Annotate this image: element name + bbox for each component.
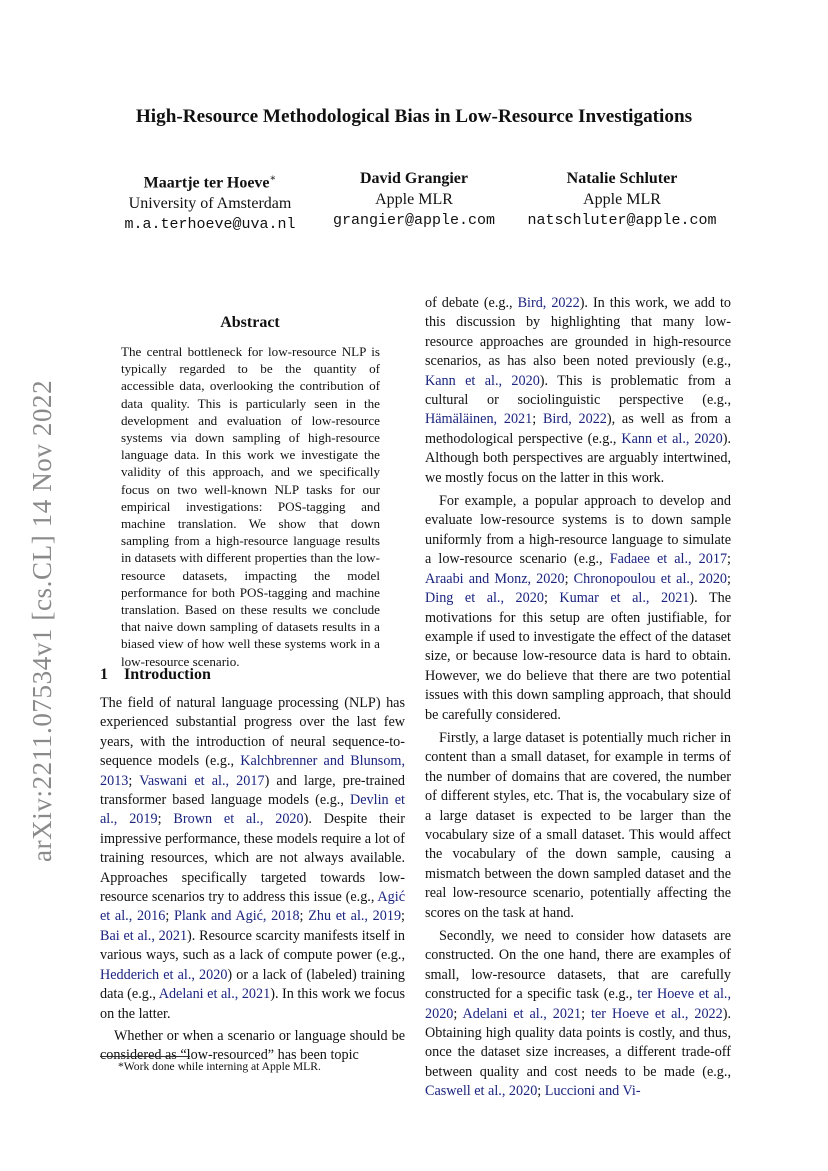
body-text: ) and large, pre-trained transformer based language models (e.g., (100, 772, 406, 809)
citation-link[interactable]: Hedderich et al., 2020 (100, 966, 228, 983)
paper-title: High-Resource Methodological Bias in Low-Resource Investigations (135, 106, 693, 127)
section-number: 1 (100, 666, 108, 683)
body-text: ). The motivations for this setup are often justifiable, for example if used to investigate the effect of the dataset size, or because low-resource data is hard to obtain. However, we do believe that there are two potential issues with this down sampling approach, that should be carefully considered. (425, 590, 731, 723)
body-text: ). In this work we focus on the latter. (100, 986, 405, 1022)
paragraph (425, 927, 731, 1102)
body-text: ; (564, 570, 574, 587)
body-text: Whether or when a scenario or language should be considered as “low-resourced” has been topic (100, 1027, 405, 1064)
body-text: ; (299, 908, 309, 925)
body-text: ; (543, 590, 560, 607)
section-heading (100, 666, 211, 684)
body-text: ). This is problematic from a cultural or sociolinguistic perspective (e.g., (425, 372, 731, 409)
citation-link[interactable]: Araabi and Monz, 2020 (425, 570, 565, 587)
body-text: ; (157, 811, 174, 828)
body-text: of debate (e.g., (425, 295, 518, 311)
footnote: *Work done while interning at Apple MLR. (118, 1060, 321, 1073)
body-text: ; (453, 1005, 463, 1022)
author-block (314, 168, 514, 231)
citation-link[interactable]: Ding et al., 2020 (425, 590, 544, 607)
author-name: Natalie Schluter (566, 170, 678, 187)
body-text: ; (581, 1005, 592, 1022)
body-text: ). In this work, we add to this discussion by highlighting that many low-resource approaches are grounded in high-resource scenarios, as has also been noted previously (e.g., (425, 295, 731, 370)
citation-link[interactable]: Brown et al., 2020 (173, 811, 304, 828)
citation-link[interactable]: Zhu et al., 2019 (308, 908, 402, 925)
citation-link[interactable]: ter Hoeve et al., 2020 (425, 986, 731, 1022)
citation-link[interactable]: Caswell et al., 2020 (425, 1083, 538, 1100)
body-text: ). Resource scarcity manifests itself in various ways, such as a lack of compute power (e.g., (100, 927, 405, 964)
paragraph (425, 492, 731, 725)
citation-link[interactable]: Bai et al., 2021 (100, 927, 188, 944)
author-block (511, 168, 733, 231)
right-column (425, 294, 731, 1102)
body-text: For example, a popular approach to develop and evaluate low-resource systems is to down sample uniformly from a high-resource language to simulate a low-resource scenario (e.g., (425, 493, 731, 568)
citation-link[interactable]: ter Hoeve et al., 2022 (591, 1005, 723, 1022)
footnote-mark: ∗ (269, 173, 277, 184)
author-affiliation: University of Amsterdam (128, 195, 292, 213)
body-text: ; (401, 908, 405, 925)
paragraph (425, 294, 731, 488)
citation-link[interactable]: Agić et al., 2016 (100, 889, 405, 925)
author-block (110, 168, 310, 235)
body-text: ), as well as from a methodological perspective (e.g., (425, 411, 731, 447)
paragraph (425, 729, 731, 923)
abstract-heading: Abstract (220, 314, 280, 331)
body-text: ; (727, 551, 731, 568)
citation-link[interactable]: Adelani et al., 2021 (462, 1005, 582, 1022)
abstract-text: The central bottleneck for low-resource NLP is typically regarded to be the quantity of accessible data, overlooking the contribution of data quality. This is particularly seen in the development and evaluation of low-resource systems via down sampling of high-resource language data. In this work we investigate the validity of this approach, and we specifically focus on two well-known NLP tasks for our empirical investigations: POS-tagging and machine translation. We show that down sampling from a high-resource language results in datasets with different properties than the low-resource datasets, impacting the model performance for both POS-tagging and machine translation. Based on these results we conclude that naive down sampling of datasets results in a biased view of how well these systems work in a low-resource scenario. (121, 344, 380, 669)
paragraph (100, 694, 405, 1024)
citation-link[interactable]: Kalchbrenner and Blunsom, 2013 (100, 753, 405, 789)
body-text: ; (532, 411, 543, 428)
citation-link[interactable]: Fadaee et al., 2017 (609, 551, 728, 568)
citation-link[interactable]: Kann et al., 2020 (425, 372, 540, 389)
citation-link[interactable]: Bird, 2022 (517, 295, 580, 311)
citation-link[interactable]: Adelani et al., 2021 (158, 986, 271, 1003)
section-title: Introduction (124, 666, 211, 683)
body-text: Secondly, we need to consider how datasets are constructed. On the one hand, there are examples of small, low-resource datasets, that are carefully constructed for a specific task (e.g., (425, 928, 731, 1003)
citation-link[interactable]: Kumar et al., 2021 (559, 590, 690, 607)
author-name: Maartje ter Hoeve (143, 174, 270, 192)
citation-link[interactable]: Luccioni and Vi- (544, 1083, 641, 1100)
footnote-rule (100, 1056, 190, 1057)
author-email: m.a.terhoeve@uva.nl (124, 216, 296, 234)
citation-link[interactable]: Plank and Agić, 2018 (173, 908, 300, 925)
author-affiliation: Apple MLR (375, 191, 453, 208)
citation-link[interactable]: Hämäläinen, 2021 (425, 411, 533, 428)
citation-link[interactable]: Kann et al., 2020 (621, 430, 723, 447)
body-text: Firstly, a large dataset is potentially much richer in content than a small dataset, for example in terms of the number of domains that are covered, the number of different styles, etc. That is, the vocabulary size of a large dataset is expected to be larger than the vocabulary size of a small dataset. This would affect the vocabulary of the down sample, causing a mismatch between the down sampled dataset and the real low-resource scenario, potentially affecting the scores on the task at hand. (425, 729, 731, 921)
author-name: David Grangier (360, 170, 468, 187)
body-text: ; (128, 772, 140, 789)
arxiv-stamp: arXiv:2211.07534v1 [cs.CL] 14 Nov 2022 (27, 379, 57, 862)
body-text: ) or a lack of (labeled) training data (e.g., (100, 966, 406, 1003)
body-text: ). Although both perspectives are arguably intertwined, we mostly focus on the latter in this work. (425, 430, 731, 486)
body-text: The field of natural language processing (NLP) has experienced substantial progress over the last few years, with the introduction of neural sequence-to-sequence models (e.g., (100, 695, 405, 770)
citation-link[interactable]: Vaswani et al., 2017 (139, 772, 265, 789)
body-text: ; (727, 570, 731, 587)
author-email: grangier@apple.com (332, 212, 496, 229)
citation-link[interactable]: Devlin et al., 2019 (100, 792, 405, 828)
body-text: ). Obtaining high quality data points is costly, and thus, once the dataset size increases, a different trade-off between quality and cost needs to be made (e.g., (425, 1005, 732, 1080)
citation-link[interactable]: Chronopoulou et al., 2020 (573, 570, 728, 587)
author-email: natschluter@apple.com (527, 212, 717, 229)
left-column (100, 694, 405, 1066)
body-text: ; (165, 908, 174, 925)
citation-link[interactable]: Bird, 2022 (542, 411, 607, 428)
body-text: ; (537, 1083, 545, 1100)
body-text: ). Despite their impressive performance, these models require a lot of training resources, which are not always available. Approaches specifically targeted towards low-resource scenarios try to address this issue (e.g., (100, 811, 405, 906)
author-affiliation: Apple MLR (583, 191, 661, 208)
